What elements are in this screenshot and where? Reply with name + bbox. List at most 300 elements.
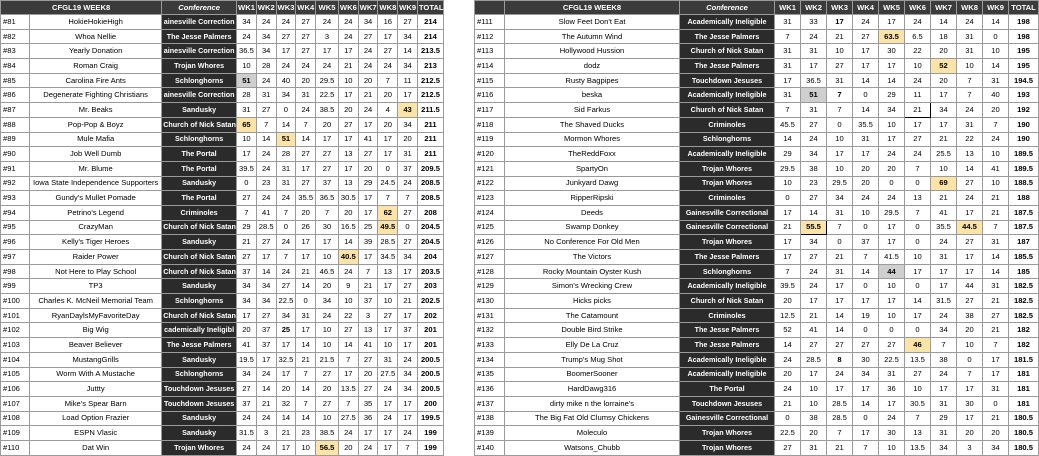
team-name-cell: RipperRipski: [505, 191, 680, 206]
week-score-cell: 34: [398, 367, 418, 382]
week-score-cell: 24: [358, 440, 378, 455]
week-score-cell: 14: [296, 411, 316, 426]
team-name-cell: Yearly Donation: [30, 44, 162, 59]
week-score-cell: 20: [775, 294, 801, 309]
week-score-cell: 7: [957, 88, 983, 103]
week-score-cell: 28: [256, 59, 276, 74]
week-score-cell: 10: [296, 440, 316, 455]
week-score-cell: 10: [931, 161, 957, 176]
rank-cell: #127: [475, 250, 505, 265]
week-score-cell: 38: [931, 352, 957, 367]
week-score-cell: 20: [957, 426, 983, 441]
week-score-cell: 21: [983, 294, 1009, 309]
week-score-cell: 14: [853, 73, 879, 88]
week-score-cell: 11: [398, 73, 418, 88]
week-score-cell: 20: [338, 103, 358, 118]
week-score-cell: 7: [775, 264, 801, 279]
team-name-cell: Mike's Spear Barn: [30, 396, 162, 411]
week-score-cell: 17: [879, 396, 905, 411]
rank-cell: #81: [1, 15, 30, 30]
rank-cell: #103: [1, 338, 30, 353]
conference-cell: Trojan Whores: [680, 440, 775, 455]
week-score-cell: 21: [931, 132, 957, 147]
conference-cell: Criminoles: [680, 117, 775, 132]
week-score-cell: 51: [237, 73, 257, 88]
week-score-cell: 14: [276, 411, 296, 426]
week-score-cell: 21: [256, 396, 276, 411]
week-score-cell: 31: [827, 264, 853, 279]
table-row: [1, 323, 444, 338]
week-score-cell: 17: [358, 117, 378, 132]
week-score-cell: 24: [879, 411, 905, 426]
week-score-cell: 34: [237, 294, 257, 309]
team-name-cell: Trump's Mug Shot: [505, 352, 680, 367]
week-score-cell: 17: [879, 59, 905, 74]
total-cell: 189.5: [1009, 161, 1039, 176]
team-name-cell: TP3: [30, 279, 162, 294]
week-score-cell: 69: [931, 176, 957, 191]
week-score-cell: 41.5: [879, 250, 905, 265]
week-score-cell: 20: [983, 103, 1009, 118]
conference-header: Conference: [680, 1, 775, 15]
week-score-cell: 17: [827, 382, 853, 397]
week-score-cell: 34: [853, 367, 879, 382]
conference-cell: Sandusky: [162, 411, 237, 426]
conference-cell: Schlonghorns: [162, 294, 237, 309]
team-name-cell: SpartyOn: [505, 161, 680, 176]
conference-cell: Trojan Whores: [680, 161, 775, 176]
table-row: [1, 15, 444, 30]
team-name-cell: BoomerSooner: [505, 367, 680, 382]
total-cell: 181: [1009, 367, 1039, 382]
rank-cell: #82: [1, 29, 30, 44]
table-row: [475, 235, 1039, 250]
week-score-cell: 10: [827, 132, 853, 147]
week-score-cell: 14: [775, 338, 801, 353]
team-name-cell: The Shaved Ducks: [505, 117, 680, 132]
conference-cell: Gainesville Correctional: [680, 220, 775, 235]
table-row: [1, 367, 444, 382]
week-score-cell: 10: [879, 117, 905, 132]
week-score-cell: 14: [296, 338, 316, 353]
week-score-cell: 17: [296, 323, 316, 338]
week-score-cell: 7: [276, 205, 296, 220]
week-score-cell: 52: [931, 59, 957, 74]
week-score-cell: 18: [931, 29, 957, 44]
week-score-cell: 20: [801, 426, 827, 441]
conference-cell: Criminoles: [680, 308, 775, 323]
week-score-cell: 25: [276, 323, 296, 338]
week-score-cell: 34: [983, 440, 1009, 455]
total-cell: 181: [1009, 396, 1039, 411]
rank-cell: #114: [475, 59, 505, 74]
week-score-cell: 36: [879, 382, 905, 397]
team-name-cell: Hollywood Hussion: [505, 44, 680, 59]
week-score-cell: 10: [237, 132, 257, 147]
rank-cell: #116: [475, 88, 505, 103]
rank-cell: #125: [475, 220, 505, 235]
conference-cell: Criminoles: [162, 205, 237, 220]
week-score-cell: 31: [827, 73, 853, 88]
week-score-cell: 14: [296, 132, 316, 147]
rank-cell: #120: [475, 147, 505, 162]
rank-cell: #130: [475, 294, 505, 309]
week-score-cell: 14: [338, 338, 358, 353]
week-score-cell: 17: [398, 308, 418, 323]
team-name-cell: Job Well Dumb: [30, 147, 162, 162]
week-header: WK3: [276, 1, 296, 15]
total-header: TOTAL: [1009, 1, 1039, 15]
total-cell: 190: [1009, 132, 1039, 147]
team-name-cell: HardDawg316: [505, 382, 680, 397]
week-score-cell: 17: [398, 396, 418, 411]
week-score-cell: 17: [256, 250, 276, 265]
week-score-cell: 27: [358, 29, 378, 44]
conference-cell: The Portal: [162, 147, 237, 162]
week-score-cell: 7: [905, 205, 931, 220]
week-score-cell: 21: [296, 352, 316, 367]
rank-cell: #113: [475, 44, 505, 59]
total-cell: 185: [1009, 264, 1039, 279]
table-row: [1, 132, 444, 147]
rank-cell: #118: [475, 117, 505, 132]
week-score-cell: 27: [256, 235, 276, 250]
week-score-cell: 24: [398, 352, 418, 367]
week-score-cell: 0: [827, 117, 853, 132]
week-score-cell: 27.5: [378, 367, 398, 382]
week-score-cell: 17: [378, 279, 398, 294]
week-score-cell: 24: [338, 15, 358, 30]
week-header: WK1: [775, 1, 801, 15]
week-score-cell: 19: [853, 308, 879, 323]
week-score-cell: 17: [358, 250, 378, 265]
week-score-cell: 27: [801, 191, 827, 206]
week-score-cell: 20: [957, 323, 983, 338]
conference-cell: Church of Nick Satan: [162, 308, 237, 323]
week-score-cell: 21: [827, 29, 853, 44]
team-name-cell: Pop-Pop & Boyz: [30, 117, 162, 132]
week-score-cell: 29.5: [827, 176, 853, 191]
total-cell: 187.5: [1009, 220, 1039, 235]
week-score-cell: 31: [931, 396, 957, 411]
team-name-cell: Double Bird Strike: [505, 323, 680, 338]
table-row: [475, 220, 1039, 235]
conference-cell: The Portal: [162, 161, 237, 176]
team-name-cell: Worm With A Mustache: [30, 367, 162, 382]
total-cell: 182.5: [1009, 279, 1039, 294]
week-score-cell: 31: [775, 59, 801, 74]
week-score-cell: 10: [905, 382, 931, 397]
week-score-cell: 13: [378, 264, 398, 279]
week-score-cell: 39: [358, 235, 378, 250]
week-header: WK1: [237, 1, 257, 15]
week-score-cell: 31: [256, 88, 276, 103]
week-score-cell: 24: [801, 279, 827, 294]
week-score-cell: 27.5: [338, 411, 358, 426]
week-score-cell: 38: [801, 411, 827, 426]
total-cell: 180.5: [1009, 411, 1039, 426]
week-score-cell: 24: [775, 352, 801, 367]
week-score-cell: 27: [316, 147, 339, 162]
week-score-cell: 14: [296, 279, 316, 294]
week-score-cell: 20: [358, 161, 378, 176]
week-score-cell: 27: [775, 440, 801, 455]
week-score-cell: 10: [378, 338, 398, 353]
week-score-cell: 17: [957, 382, 983, 397]
week-score-cell: 27: [853, 29, 879, 44]
week-score-cell: 7: [338, 352, 358, 367]
week-score-cell: 35.5: [931, 220, 957, 235]
conference-cell: The Jesse Palmers: [680, 29, 775, 44]
table-row: [475, 59, 1039, 74]
week-score-cell: 34: [398, 382, 418, 397]
team-name-cell: Mr. Beaks: [30, 103, 162, 118]
week-header: WK5: [316, 1, 339, 15]
week-score-cell: 10: [338, 73, 358, 88]
table-row: [1, 338, 444, 353]
week-score-cell: 7: [338, 396, 358, 411]
week-score-cell: 0: [827, 235, 853, 250]
week-score-cell: 24: [256, 367, 276, 382]
week-score-cell: 34: [931, 323, 957, 338]
week-score-cell: 38.5: [316, 426, 339, 441]
table-row: [1, 382, 444, 397]
week-score-cell: 13: [358, 323, 378, 338]
week-score-cell: 37: [256, 338, 276, 353]
week-header: WK3: [827, 1, 853, 15]
total-cell: 185.5: [1009, 250, 1039, 265]
week-score-cell: 17: [931, 264, 957, 279]
week-score-cell: 24: [905, 15, 931, 30]
week-score-cell: 10: [983, 176, 1009, 191]
team-name-cell: Charles K. McNeil Memorial Team: [30, 294, 162, 309]
week-score-cell: 7: [931, 338, 957, 353]
rank-cell: #131: [475, 308, 505, 323]
week-score-cell: 14: [853, 264, 879, 279]
team-name-cell: Load Option Frazier: [30, 411, 162, 426]
table-row: [475, 352, 1039, 367]
week-score-cell: 14: [983, 250, 1009, 265]
team-name-cell: Iowa State Independence Supporters: [30, 176, 162, 191]
rank-cell: #138: [475, 411, 505, 426]
week-score-cell: 27: [398, 205, 418, 220]
week-score-cell: 17: [398, 338, 418, 353]
week-score-cell: 29.5: [775, 161, 801, 176]
team-name-cell: Beaver Believer: [30, 338, 162, 353]
rank-cell: #92: [1, 176, 30, 191]
team-name-cell: HokieHokieHigh: [30, 15, 162, 30]
week-score-cell: 46: [905, 338, 931, 353]
week-score-cell: 27: [296, 176, 316, 191]
rank-cell: #115: [475, 73, 505, 88]
table-row: [475, 117, 1039, 132]
week-score-cell: 29: [775, 147, 801, 162]
week-score-cell: 3: [316, 29, 339, 44]
week-score-cell: 20: [296, 205, 316, 220]
table-row: [1, 352, 444, 367]
week-score-cell: 27: [296, 44, 316, 59]
table-row: [475, 338, 1039, 353]
conference-cell: Academically Ineligible: [680, 279, 775, 294]
rank-cell: #132: [475, 323, 505, 338]
week-score-cell: 24: [827, 367, 853, 382]
week-score-cell: 34: [237, 367, 257, 382]
table-row: [475, 103, 1039, 118]
week-score-cell: 24: [276, 191, 296, 206]
week-score-cell: 36: [358, 411, 378, 426]
week-score-cell: 20: [338, 205, 358, 220]
rank-header: [475, 1, 505, 15]
week-score-cell: 30: [316, 220, 339, 235]
week-score-cell: 7: [256, 117, 276, 132]
week-score-cell: 17: [879, 220, 905, 235]
standings-table-left: [0, 0, 444, 456]
week-score-cell: 31: [957, 44, 983, 59]
week-score-cell: 24: [256, 15, 276, 30]
week-score-cell: 21.5: [316, 352, 339, 367]
week-header: WK7: [931, 1, 957, 15]
week-header: WK6: [338, 1, 358, 15]
week-score-cell: 10: [801, 396, 827, 411]
week-score-cell: 36.5: [237, 44, 257, 59]
week-score-cell: 17: [338, 161, 358, 176]
total-cell: 200.5: [417, 352, 443, 367]
week-score-cell: 10: [905, 59, 931, 74]
total-cell: 211: [417, 147, 443, 162]
week-score-cell: 17: [296, 235, 316, 250]
conference-cell: Criminoles: [680, 191, 775, 206]
week-score-cell: 27: [957, 294, 983, 309]
week-score-cell: 14: [879, 73, 905, 88]
week-score-cell: 14: [398, 44, 418, 59]
rank-cell: #95: [1, 220, 30, 235]
week-score-cell: 27: [338, 323, 358, 338]
conference-cell: Church of Nick Satan: [680, 44, 775, 59]
week-score-cell: 24: [338, 426, 358, 441]
week-score-cell: 24: [358, 59, 378, 74]
week-score-cell: 17: [398, 88, 418, 103]
total-cell: 211.5: [417, 103, 443, 118]
week-score-cell: 22: [338, 308, 358, 323]
week-score-cell: 37: [398, 323, 418, 338]
team-name-cell: Elly De La Cruz: [505, 338, 680, 353]
rank-cell: #128: [475, 264, 505, 279]
week-score-cell: 17: [905, 308, 931, 323]
standings-table-right: [474, 0, 1039, 456]
week-score-cell: 17: [398, 264, 418, 279]
week-score-cell: 21: [827, 440, 853, 455]
week-score-cell: 46.5: [316, 264, 339, 279]
week-score-cell: 17: [378, 396, 398, 411]
week-score-cell: 24: [905, 73, 931, 88]
week-score-cell: 34: [931, 440, 957, 455]
table-row: [1, 294, 444, 309]
total-cell: 200: [417, 396, 443, 411]
total-cell: 192: [1009, 103, 1039, 118]
week-score-cell: 0: [775, 411, 801, 426]
week-score-cell: 17: [316, 132, 339, 147]
week-score-cell: 24: [237, 29, 257, 44]
week-score-cell: 17: [378, 323, 398, 338]
week-score-cell: 28.5: [378, 235, 398, 250]
rank-cell: #140: [475, 440, 505, 455]
total-cell: 180.5: [1009, 426, 1039, 441]
week-score-cell: 27: [276, 29, 296, 44]
week-score-cell: 20: [853, 161, 879, 176]
table-row: [1, 161, 444, 176]
conference-cell: Academically Ineligible: [680, 367, 775, 382]
week-score-cell: 7: [983, 338, 1009, 353]
team-name-cell: Slow Feet Don't Eat: [505, 15, 680, 30]
week-header: WK2: [256, 1, 276, 15]
table-row: [475, 191, 1039, 206]
week-score-cell: 24: [398, 426, 418, 441]
week-score-cell: 27: [879, 338, 905, 353]
rank-cell: #96: [1, 235, 30, 250]
total-cell: 182.5: [1009, 308, 1039, 323]
table-row: [475, 440, 1039, 455]
week-score-cell: 7: [237, 205, 257, 220]
week-score-cell: 24: [338, 29, 358, 44]
table-row: [1, 73, 444, 88]
conference-cell: Academically Ineligible: [680, 352, 775, 367]
week-score-cell: 17: [398, 411, 418, 426]
week-score-cell: 36.5: [801, 73, 827, 88]
rank-cell: #129: [475, 279, 505, 294]
week-score-cell: 17: [296, 250, 316, 265]
team-name-cell: No Conference For Old Men: [505, 235, 680, 250]
week-score-cell: 24: [358, 103, 378, 118]
conference-cell: Schlonghorns: [162, 132, 237, 147]
team-name-cell: Rusty Bagpipes: [505, 73, 680, 88]
week-score-cell: 24: [237, 440, 257, 455]
week-score-cell: 10: [338, 294, 358, 309]
week-score-cell: 24: [775, 382, 801, 397]
total-cell: 199.5: [417, 411, 443, 426]
rank-cell: #117: [475, 103, 505, 118]
conference-cell: Sandusky: [162, 103, 237, 118]
week-score-cell: 28.5: [827, 396, 853, 411]
week-score-cell: 25: [358, 220, 378, 235]
week-score-cell: 7: [957, 73, 983, 88]
week-score-cell: 10: [905, 250, 931, 265]
table-row: [1, 147, 444, 162]
rank-cell: #133: [475, 338, 505, 353]
table-row: [1, 220, 444, 235]
week-score-cell: 44.5: [957, 220, 983, 235]
total-cell: 182.5: [1009, 294, 1039, 309]
week-score-cell: 0: [398, 220, 418, 235]
week-score-cell: 17: [827, 294, 853, 309]
week-score-cell: 31: [931, 426, 957, 441]
week-score-cell: 14: [256, 382, 276, 397]
table-row: [475, 279, 1039, 294]
conference-cell: Trojan Whores: [680, 426, 775, 441]
week-score-cell: 21: [931, 191, 957, 206]
week-header: WK2: [801, 1, 827, 15]
team-name-cell: Degenerate Fighting Christians: [30, 88, 162, 103]
week-score-cell: 14: [931, 15, 957, 30]
week-score-cell: 17: [853, 426, 879, 441]
week-score-cell: 14: [775, 132, 801, 147]
table-row: [1, 411, 444, 426]
sheet-title: CFGL19 WEEK8: [1, 1, 162, 15]
week-score-cell: 24: [957, 15, 983, 30]
week-score-cell: 17: [957, 250, 983, 265]
week-score-cell: 14: [853, 103, 879, 118]
week-score-cell: 28.5: [827, 411, 853, 426]
week-score-cell: 38: [801, 161, 827, 176]
